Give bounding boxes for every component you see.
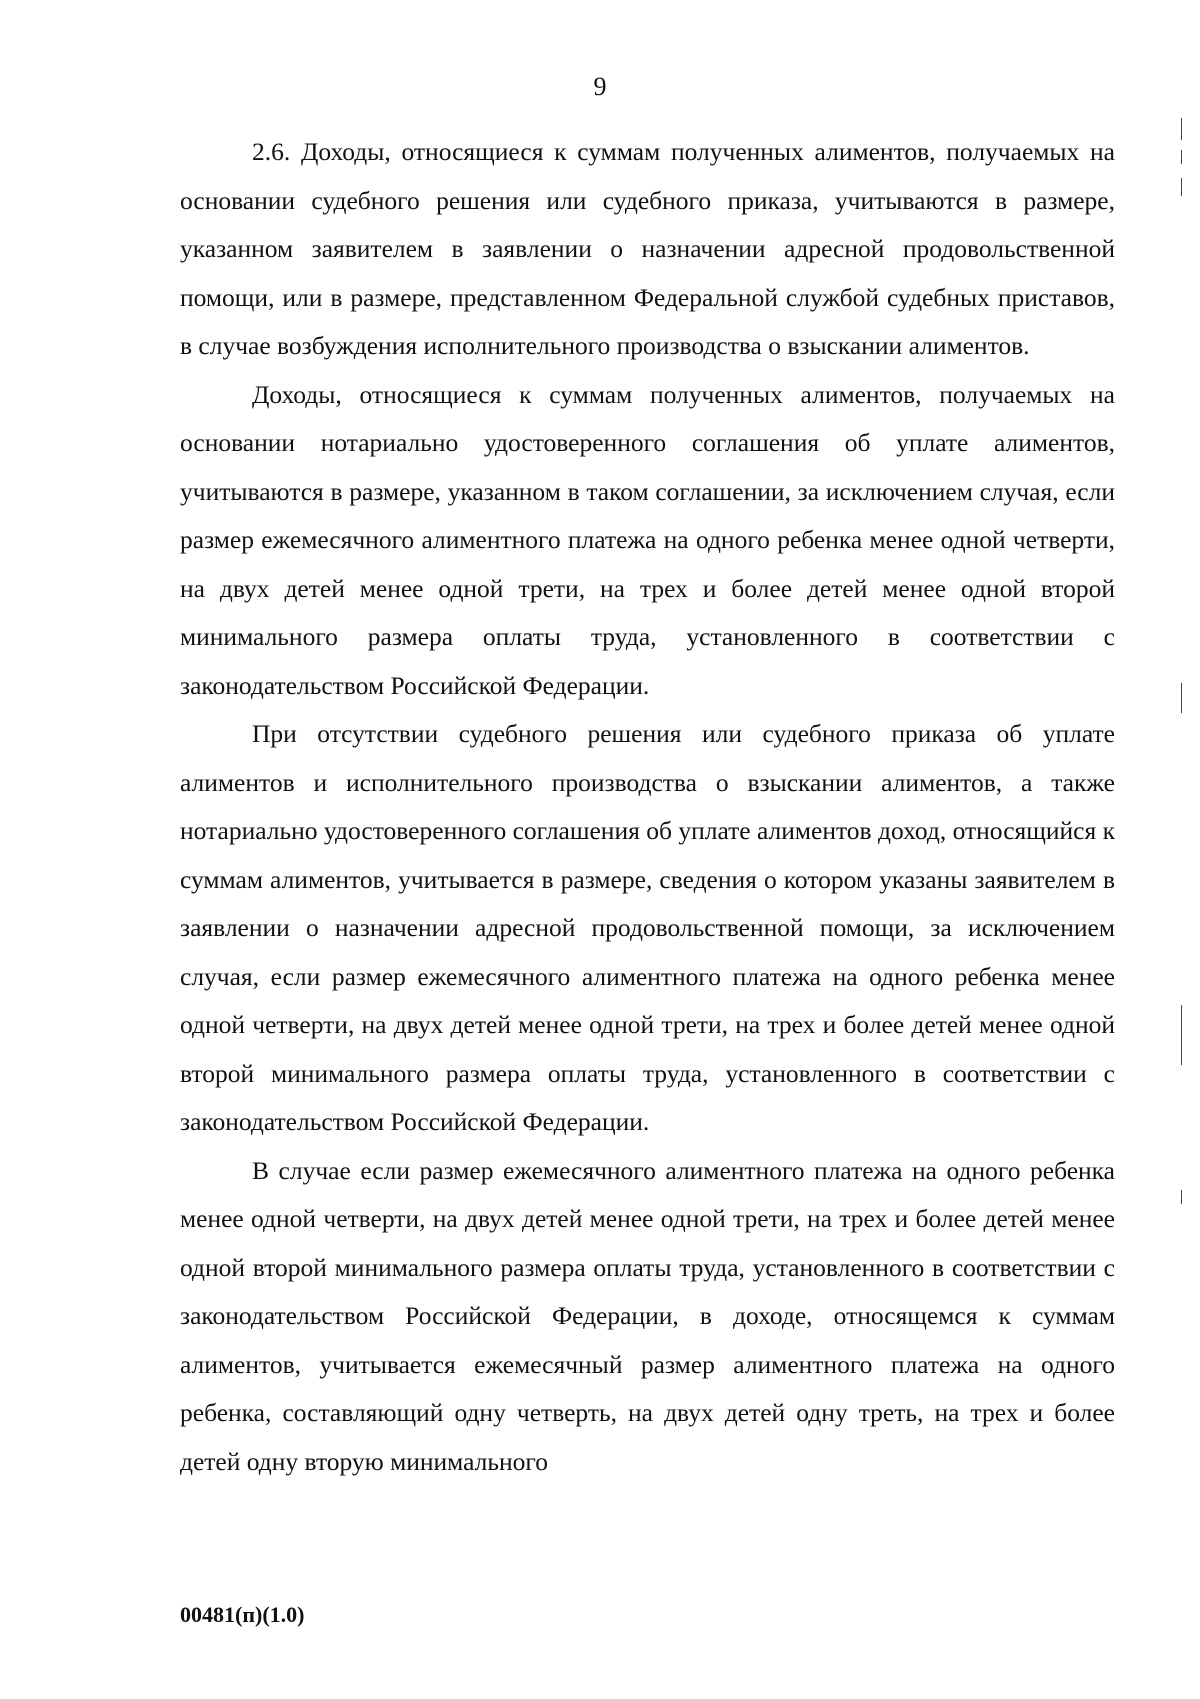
scan-edge-mark xyxy=(1181,178,1182,196)
document-code: 00481(п)(1.0) xyxy=(180,1602,305,1627)
paragraph-2-6: 2.6. Доходы, относящиеся к суммам полученных алиментов, получаемых на основании судебного решения или судебного приказа, учитываются в размере, указанном заявителем в заявлении о назначении адресной продовольственной помощи, или в размере, представленном Федеральной службой судебных приставов, в случае возбуждения исполнительного производства о взыскании алиментов. xyxy=(180,137,1115,360)
paragraph-minimum-payment: В случае если размер ежемесячного алиментного платежа на одного ребенка менее одной четверти, на двух детей менее одной трети, на трех и более детей менее одной второй минимального размера оплаты труда, установленного в соответствии с законодательством Российской Федерации, в доходе, относящемся к суммам алиментов, учитывается ежемесячный размер алиментного платежа на одного ребенка, составляющий одну четверть, на двух детей одну треть, на трех и более детей одну вторую минимального xyxy=(180,1155,1115,1476)
scan-edge-mark xyxy=(1181,118,1182,140)
page-number: 9 xyxy=(593,72,607,101)
scan-edge-mark xyxy=(1181,1190,1182,1204)
document-body xyxy=(180,128,1115,1486)
paragraph-no-court-decision: При отсутствии судебного решения или судебного приказа об уплате алиментов и исполнительного производства о взыскании алиментов, а также нотариально удостоверенного соглашения об уплате алиментов доход, относящийся к суммам алиментов, учитывается в размере, сведения о котором указаны заявителем в заявлении о назначении адресной продовольственной помощи, за исключением случая, если размер ежемесячного алиментного платежа на одного ребенка менее одной четверти, на двух детей менее одной трети, на трех и более детей менее одной второй минимального размера оплаты труда, установленного в соответствии с законодательством Российской Федерации. xyxy=(180,719,1115,1136)
paragraph-notarial-agreement: Доходы, относящиеся к суммам полученных алиментов, получаемых на основании нотариально удостоверенного соглашения об уплате алиментов, учитываются в размере, указанном в таком соглашении, за исключением случая, если размер ежемесячного алиментного платежа на одного ребенка менее одной четверти, на двух детей менее одной трети, на трех и более детей менее одной второй минимального размера оплаты труда, установленного в соответствии с законодательством Российской Федерации. xyxy=(180,379,1115,700)
scan-edge-mark xyxy=(1181,1005,1182,1065)
scan-edge-mark xyxy=(1181,150,1182,164)
scan-edge-mark xyxy=(1181,683,1182,713)
